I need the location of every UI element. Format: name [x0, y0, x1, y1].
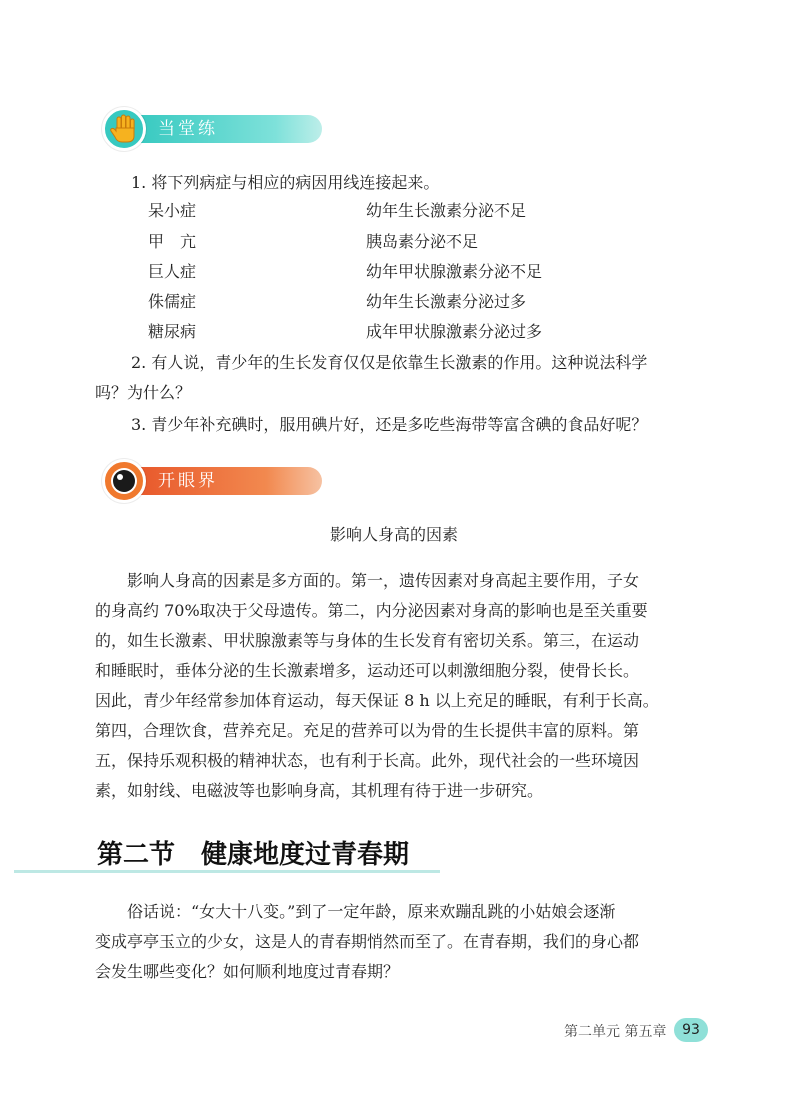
- paragraph-line: 会发生哪些变化？如何顺利地度过青春期？: [95, 962, 400, 981]
- paragraph-line: 的身高约 70%取决于父母遗传。第二，内分泌因素对身高的影响也是至关重要: [95, 601, 648, 620]
- disease-item: 侏儒症: [148, 292, 197, 311]
- paragraph-line: 因此，青少年经常参加体育运动，每天保证 8 h 以上充足的睡眠，有利于长高。: [95, 691, 659, 710]
- disease-item: 呆小症: [148, 201, 197, 220]
- practice-banner: [102, 107, 282, 151]
- practice-banner-label: 当堂练: [158, 119, 218, 139]
- reading-paragraph: [95, 566, 710, 806]
- heading-underline: [14, 870, 440, 873]
- eye-icon: [105, 462, 143, 500]
- paragraph-line: 的，如生长激素、甲状腺激素等与身体的生长发育有密切关系。第三，在运动: [95, 631, 640, 650]
- cause-item: 成年甲状腺激素分泌过多: [366, 322, 543, 341]
- horizon-banner: [102, 459, 282, 503]
- question-2-line-2: 吗？为什么？: [95, 383, 192, 402]
- disease-item: 糖尿病: [148, 322, 197, 341]
- practice-banner-circle: [102, 107, 146, 151]
- paragraph-line: 影响人身高的因素是多方面的。第一，遗传因素对身高起主要作用，子女: [95, 571, 640, 590]
- page-number: 93: [674, 1018, 708, 1042]
- horizon-banner-label: 开眼界: [158, 471, 218, 491]
- cause-item: 幼年甲状腺激素分泌不足: [366, 262, 543, 281]
- paragraph-line: 第四，合理饮食，营养充足。充足的营养可以为骨的生长提供丰富的原料。第: [95, 721, 640, 740]
- question-2-line-1: 2. 有人说，青少年的生长发育仅仅是依靠生长激素的作用。这种说法科学: [131, 353, 648, 372]
- disease-item: 巨人症: [148, 262, 197, 281]
- hand-icon: [105, 110, 143, 148]
- paragraph-line: 变成亭亭玉立的少女，这是人的青春期悄然而至了。在青春期，我们的身心都: [95, 932, 640, 951]
- cause-item: 胰岛素分泌不足: [366, 232, 479, 251]
- cause-item: 幼年生长激素分泌不足: [366, 201, 527, 220]
- paragraph-line: 和睡眠时，垂体分泌的生长激素增多，运动还可以刺激细胞分裂，使骨长长。: [95, 661, 640, 680]
- paragraph-line: 素，如射线、电磁波等也影响身高，其机理有待于进一步研究。: [95, 781, 544, 800]
- horizon-banner-circle: [102, 459, 146, 503]
- section-paragraph: [95, 897, 710, 987]
- footer-unit-chapter: 第二单元 第五章: [564, 1024, 667, 1040]
- question-3: 3. 青少年补充碘时，服用碘片好，还是多吃些海带等富含碘的食品好呢？: [131, 415, 648, 434]
- question-1: 1. 将下列病症与相应的病因用线连接起来。: [131, 173, 440, 192]
- paragraph-line: 五，保持乐观积极的精神状态，也有利于长高。此外，现代社会的一些环境因: [95, 751, 640, 770]
- reading-title: 影响人身高的因素: [330, 525, 459, 544]
- section-heading: 第二节 健康地度过青春期: [97, 840, 410, 870]
- disease-item: 甲 亢: [148, 232, 197, 251]
- cause-item: 幼年生长激素分泌过多: [366, 292, 527, 311]
- paragraph-line: 俗话说：“女大十八变。”到了一定年龄，原来欢蹦乱跳的小姑娘会逐渐: [95, 902, 616, 921]
